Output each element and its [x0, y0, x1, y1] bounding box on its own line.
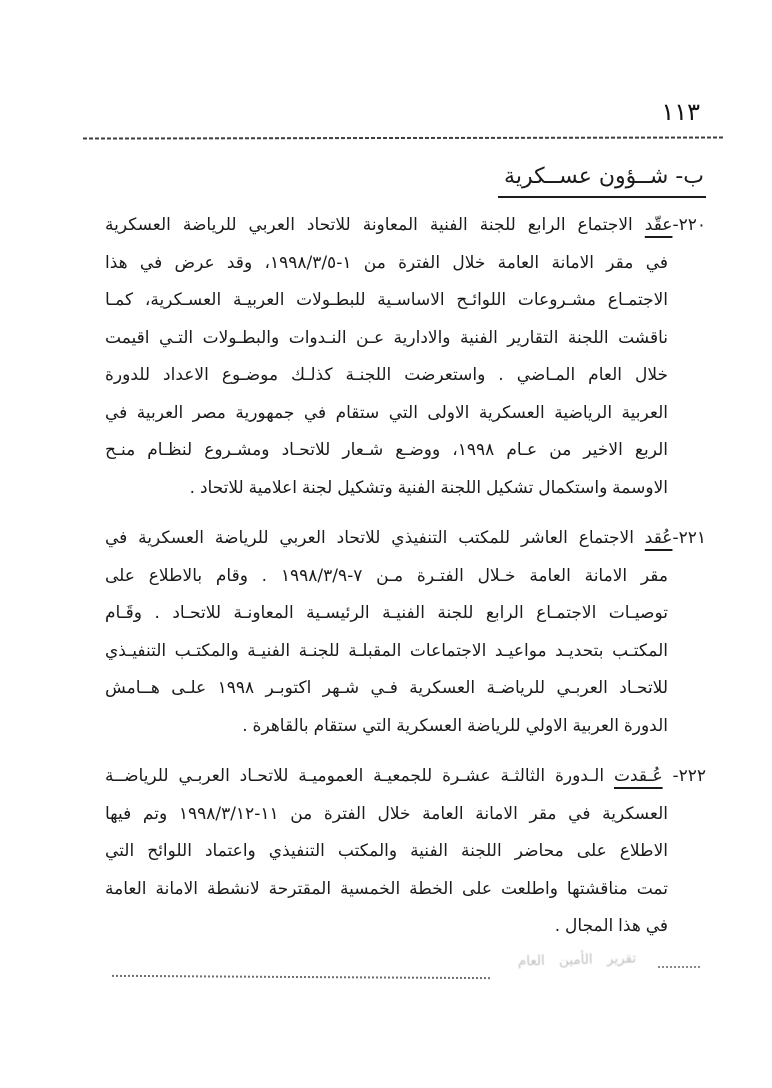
- paragraph-number: ٢٢٠-: [672, 215, 706, 235]
- text-line: [105, 207, 706, 245]
- text-line: توصيـات الاجتمـاع الرابع للجنة الفنيـة الرئيسـية المعاونـة للاتحـاد . وقَـام: [105, 603, 668, 623]
- text-line: الاطلاع على محاضر اللجنة الفنية والمكتب التنفيذي واعتماد اللوائح التي: [105, 841, 668, 861]
- page-number: ١١٣: [661, 98, 700, 126]
- text-line: في هذا المجال .: [554, 916, 668, 936]
- footer-divider-rule-short: [658, 966, 702, 968]
- text-line: مقر الامانة العامة خـلال الفتـرة مـن ٧-١٩٩٨/٣/٩ . وقام بالاطلاع على: [105, 565, 668, 586]
- footer-stamp-text: تقرير الأمين العام: [517, 950, 637, 970]
- text-line: ناقشت اللجنة التقارير الفنية والادارية عـن النـدوات والبطـولات التـي اقيمت: [105, 327, 668, 348]
- text-line-rest: الاجتماع الرابع للجنة الفنية المعاونة للاتحاد العربي للرياضة العسكرية: [105, 215, 645, 235]
- section-heading: ب- شــؤون عســكرية: [498, 164, 706, 198]
- header-divider-rule: [83, 136, 723, 139]
- text-line-rest: الـدورة الثالثـة عشـرة للجمعيـة العموميـة للاتحـاد العربـي للرياضــة: [105, 766, 614, 786]
- text-line: للاتحـاد العربـي للرياضـة العسكرية فـي شـهر اكتوبـر ١٩٩٨ علـى هــامش: [105, 678, 669, 698]
- text-line: [105, 520, 706, 558]
- paragraph-first-word: عقّد: [644, 215, 673, 235]
- text-line: الاجتمـاع مشـروعات اللوائـح الاساسـية للبطـولات العربيـة العسـكرية، كمـا: [105, 290, 668, 310]
- paragraph-222: [105, 758, 706, 946]
- paragraph-221: [105, 520, 706, 745]
- text-line: في مقر الامانة العامة خلال الفترة من ١-١٩٩٨/٣/٥، وقد عرض في هذا: [105, 252, 668, 273]
- footer-divider-rule: [112, 975, 490, 979]
- text-line: الاوسمة واستكمال تشكيل اللجنة الفنية وتشكيل لجنة اعلامية للاتحاد .: [189, 477, 668, 498]
- text-line: العسكرية في مقر الامانة العامة خلال الفترة من ١١-١٩٩٨/٣/١٢ وتم فيها: [105, 803, 668, 824]
- text-line: العربية الرياضية العسكرية الاولى التي ستقام في جمهورية مصر العربية في: [105, 402, 668, 423]
- text-line-rest: الاجتماع العاشر للمكتب التنفيذي للاتحاد العربي للرياضة العسكرية في: [105, 528, 645, 548]
- paragraph-first-word: عُـقدت: [613, 766, 663, 786]
- paragraph-number: ٢٢١-: [672, 528, 706, 548]
- text-line: [105, 758, 706, 796]
- text-line: الربع الاخير من عـام ١٩٩٨، ووضـع شـعار للاتحـاد ومشـروع لنظـام منـح: [105, 440, 668, 460]
- text-line: خلال العام المـاضي . واستعرضت اللجنـة كذلـك موضـوع الاعداد للدورة: [105, 365, 668, 385]
- text-line: تمت مناقشتها واطلعت على الخطة الخمسية المقترحة لانشطة الامانة العامة: [105, 878, 668, 899]
- text-line: المكتـب بتحديـد مواعيـد الاجتماعات المقبلـة للجنـة الفنيـة والمكتـب التنفيـذي: [105, 640, 668, 661]
- paragraph-number: ٢٢٢-: [662, 766, 706, 786]
- section-heading-row: [105, 164, 706, 198]
- paragraph-first-word: عُقد: [644, 528, 673, 548]
- paragraph-220: [105, 207, 706, 507]
- text-line: الدورة العربية الاولي للرياضة العسكرية التي ستقام بالقاهرة .: [242, 715, 668, 736]
